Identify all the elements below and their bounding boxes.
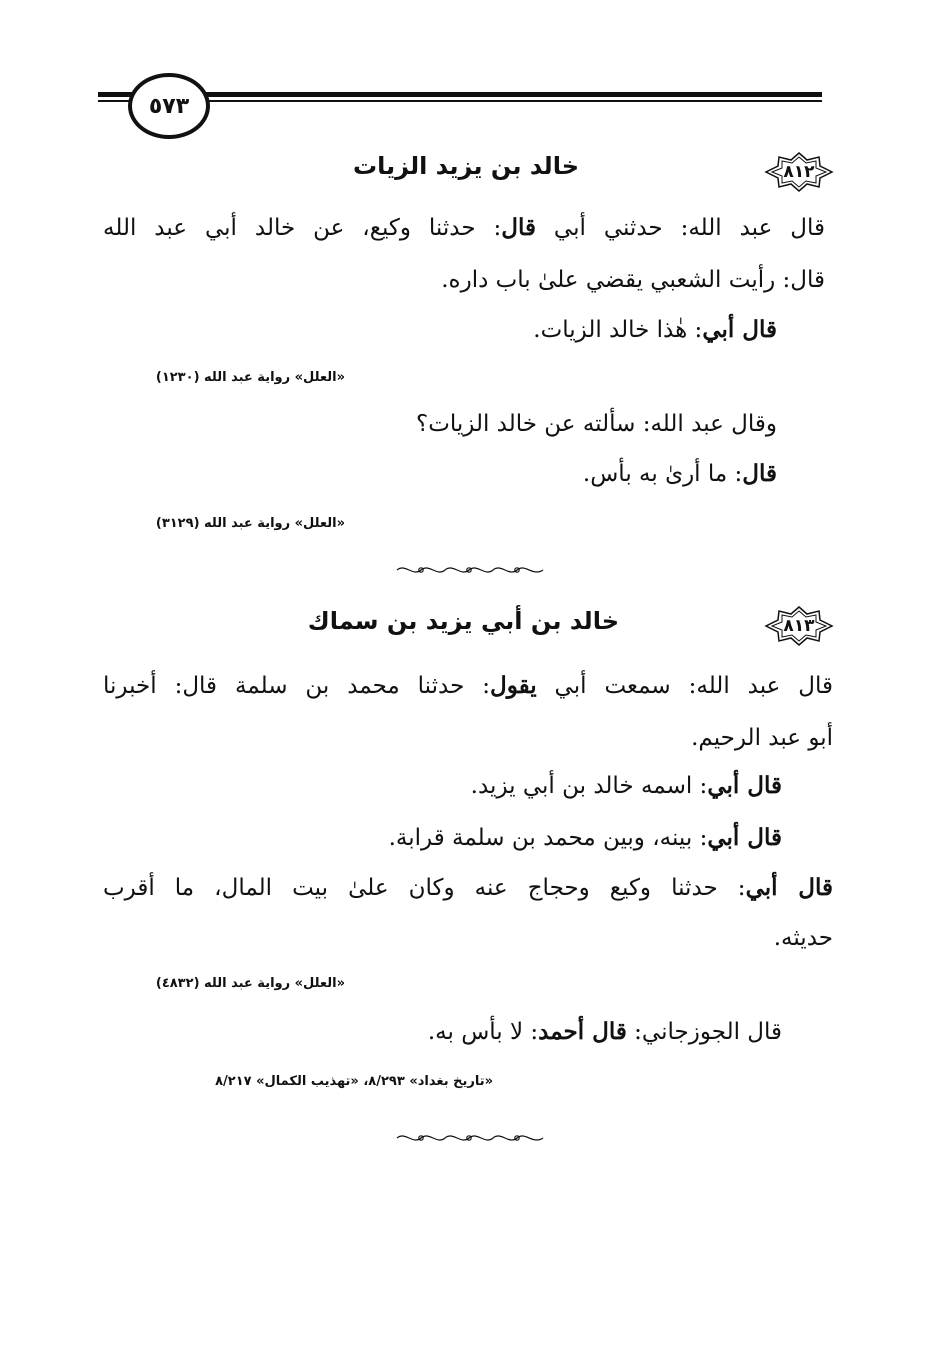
text-line: قال عبد الله: سمعت أبي يقول: حدثنا محمد بن سلمة قال: أخبرنا: [103, 672, 834, 699]
entry-number-badge: [764, 152, 834, 192]
ornament-divider: [395, 563, 545, 577]
entry-title: خالد بن يزيد الزيات: [353, 152, 579, 180]
text-line: حديثه.: [773, 925, 833, 951]
text-line: وقال عبد الله: سألته عن خالد الزيات؟: [416, 411, 777, 437]
text-line: قال: رأيت الشعبي يقضي علىٰ باب داره.: [441, 267, 825, 293]
ornament-divider: [395, 1131, 545, 1145]
text-line: قال عبد الله: حدثني أبي قال: حدثنا وكيع، عن خالد أبي عبد الله: [103, 214, 825, 241]
text-line: قال أبي: بينه، وبين محمد بن سلمة قرابة.: [388, 824, 782, 851]
entry-title: خالد بن أبي يزيد بن سماك: [307, 607, 619, 635]
text-line: قال أبي: هٰذا خالد الزيات.: [533, 316, 777, 343]
text-line: قال: ما أرىٰ به بأس.: [582, 460, 777, 487]
text-line: قال أبي: اسمه خالد بن أبي يزيد.: [470, 772, 782, 799]
entry-number: ٨١٢: [783, 162, 815, 182]
source-citation: «العلل» رواية عبد الله (٣١٢٩): [155, 516, 345, 531]
source-citation: «العلل» رواية عبد الله (٤٨٣٢): [155, 976, 345, 991]
entry-number-badge: [764, 606, 834, 646]
entry-number: ٨١٣: [783, 616, 815, 636]
page-number: ٥٧٣: [128, 73, 210, 139]
text-line: أبو عبد الرحيم.: [691, 725, 833, 751]
text-line: قال أبي: حدثنا وكيع وحجاج عنه وكان علىٰ بيت المال، ما أقرب: [103, 874, 833, 901]
source-citation: «العلل» رواية عبد الله (١٢٣٠): [155, 370, 345, 385]
source-citation: «تاريخ بغداد» ٨/٢٩٣، «تهذيب الكمال» ٨/٢١٧: [215, 1074, 493, 1089]
text-line: قال الجوزجاني: قال أحمد: لا بأس به.: [427, 1018, 782, 1045]
